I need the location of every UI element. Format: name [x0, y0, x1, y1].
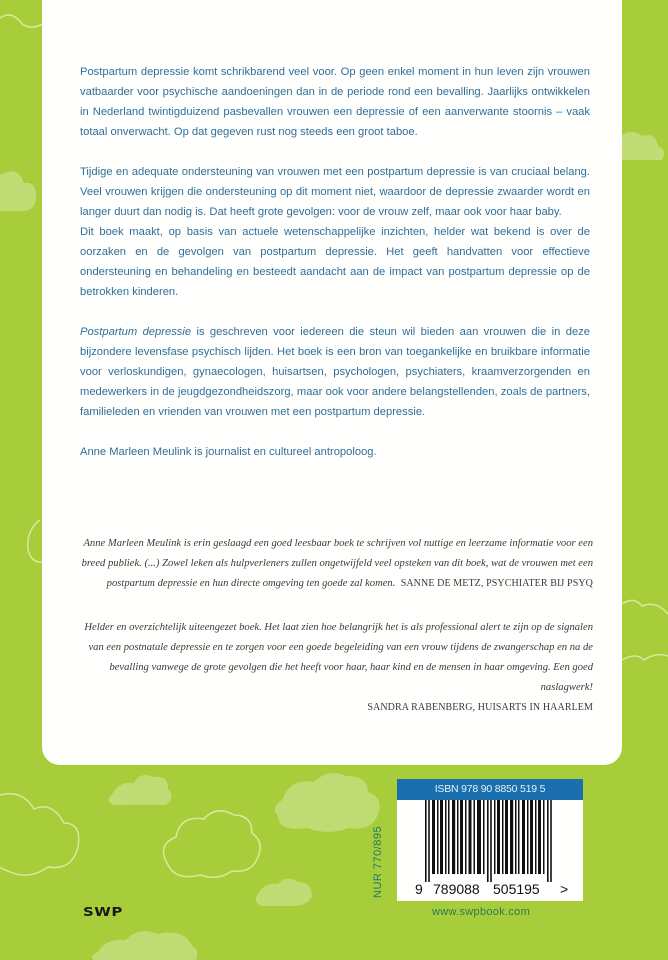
- blurb: [80, 62, 590, 462]
- quote-text: Helder en overzichtelijk uiteengezet boek. Het laat zien hoe belangrijk het is als professional alert te zijn op de signalen van een postnatale depressie en te zorgen voor een goede begeleiding van een vrouw tijdens de zwangerschap en na de bevalling vanwege de grote gevolgen die het heeft voor haar, haar kind en de mensen in haar omgeving. Een goed naslagwerk!: [84, 622, 593, 693]
- cloud-outline-icon: [622, 600, 668, 614]
- author-bio: Anne Marleen Meulink is journalist en cultureel antropoloog.: [80, 446, 377, 458]
- barcode-icon: [425, 800, 555, 882]
- endorsements: [78, 534, 593, 718]
- ean-group-1: 789088: [433, 881, 480, 897]
- cloud-icon: [108, 775, 171, 805]
- blurb-paragraph: Tijdige en adequate ondersteuning van vrouwen met een postpartum depressie is van cruciaal belang. Veel vrouwen krijgen die ondersteuning op dit moment niet, waardoor de depressie zwaarder wordt en langer duurt dan nodig is. Dat heeft grote gevolgen: voor de vrouw zelf, maar ook voor haar baby.: [80, 166, 590, 218]
- cloud-icon: [618, 132, 664, 160]
- nur-code: NUR 770/895: [372, 825, 384, 898]
- cloud-outline-icon: [164, 811, 261, 877]
- publisher-logo: SWP: [83, 904, 123, 920]
- blurb-text: is geschreven voor iedereen die steun wil bieden aan vrouwen die in deze bijzondere levensfase psychisch lijden. Het boek is een bron van toegankelijke en bruikbare informatie voor verloskundigen, gynaecologen, huisartsen, psychologen, psychiaters, kraamverzorgenden en medewerkers in de jeugdgezondheidszorg, maar ook voor andere belangstellenden, zoals de partners, familieleden en vrienden van vrouwen met een postpartum depressie.: [80, 326, 590, 418]
- cloud-outline-icon: [622, 655, 668, 660]
- isbn-label: ISBN 978 90 8850 519 5: [397, 779, 583, 800]
- cloud-icon: [275, 773, 380, 832]
- book-title-italic: Postpartum depressie: [80, 326, 192, 338]
- publisher-url[interactable]: www.swpbook.com: [432, 906, 531, 918]
- quote-attribution: SANDRA RABENBERG, HUISARTS IN HAARLEM: [367, 702, 593, 713]
- quote-attribution: SANNE DE METZ, PSYCHIATER BIJ PSYQ: [400, 578, 593, 589]
- blurb-paragraph: [80, 322, 590, 422]
- cloud-outline-icon: [0, 794, 79, 876]
- ean-end-marker: >: [560, 881, 569, 897]
- blurb-paragraph: Postpartum depressie komt schrikbarend veel voor. Op geen enkel moment in hun leven zijn vrouwen vatbaarder voor psychische aandoeningen dan in de periode rond een bevalling. Jaarlijks ontwikkelen in Nederland twintigduizend pasbevallen vrouwen een depressie of een aanverwante stoornis – vaak totaal onverwacht. Op dat gegeven rust nog steeds een groot taboe.: [80, 66, 590, 138]
- ean-group-2: 505195: [493, 881, 540, 897]
- ean-digits: [397, 879, 583, 899]
- endorsement-quote: [78, 618, 593, 698]
- isbn-barcode: [397, 779, 583, 901]
- cloud-icon: [92, 931, 198, 960]
- blurb-paragraph: Dit boek maakt, op basis van actuele wetenschappelijke inzichten, helder wat bekend is over de oorzaken en de gevolgen van postpartum depressie. Het geeft handvatten voor effectieve ondersteuning en behandeling en besteedt aandacht aan de impact van postpartum depressie op de betrokken kinderen.: [80, 226, 590, 298]
- ean-first-digit: 9: [415, 881, 423, 897]
- quote-text: Anne Marleen Meulink is erin geslaagd een goed leesbaar boek te schrijven vol nuttige en leerzame informatie voor een breed publiek. (...) Zowel leken als hulpverleners zullen ongetwijfeld veel opsteken van dit boek, wat de vrouwen met een postpartum depressie en hun directe omgeving ten goede zal komen.: [81, 538, 593, 589]
- cloud-icon: [256, 878, 312, 906]
- endorsement-quote: [78, 534, 593, 594]
- cloud-icon: [0, 171, 36, 211]
